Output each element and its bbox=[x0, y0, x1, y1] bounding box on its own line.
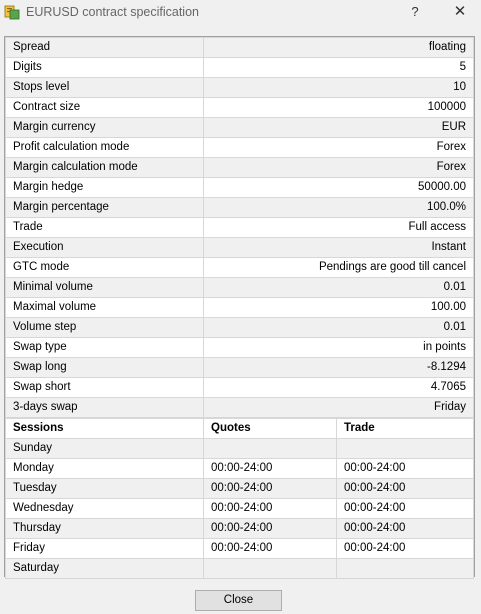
session-row bbox=[6, 459, 474, 479]
session-trade: 00:00-24:00 bbox=[337, 479, 474, 499]
session-day: Saturday bbox=[6, 559, 204, 579]
spec-value: Pendings are good till cancel bbox=[204, 258, 474, 278]
spec-value: floating bbox=[204, 38, 474, 58]
spec-value: 50000.00 bbox=[204, 178, 474, 198]
spec-row bbox=[6, 118, 474, 138]
session-row bbox=[6, 559, 474, 579]
session-trade: 00:00-24:00 bbox=[337, 459, 474, 479]
spec-row bbox=[6, 298, 474, 318]
session-quotes bbox=[204, 559, 337, 579]
spec-row bbox=[6, 258, 474, 278]
spec-label: Margin currency bbox=[6, 118, 204, 138]
sessions-header-trade: Trade bbox=[337, 419, 474, 439]
spec-row bbox=[6, 238, 474, 258]
spec-label: Execution bbox=[6, 238, 204, 258]
session-trade: 00:00-24:00 bbox=[337, 539, 474, 559]
spec-value: Forex bbox=[204, 158, 474, 178]
close-window-icon[interactable]: ✕ bbox=[453, 3, 467, 20]
spec-value: Instant bbox=[204, 238, 474, 258]
spec-label: Swap short bbox=[6, 378, 204, 398]
session-quotes: 00:00-24:00 bbox=[204, 539, 337, 559]
spec-value: 100000 bbox=[204, 98, 474, 118]
session-row bbox=[6, 539, 474, 559]
spec-label: Digits bbox=[6, 58, 204, 78]
sessions-table bbox=[5, 418, 474, 579]
spec-row bbox=[6, 158, 474, 178]
spec-label: Minimal volume bbox=[6, 278, 204, 298]
spec-row bbox=[6, 398, 474, 418]
spec-value: 0.01 bbox=[204, 318, 474, 338]
spec-value: 100.0% bbox=[204, 198, 474, 218]
spec-row bbox=[6, 98, 474, 118]
title-bar bbox=[0, 0, 481, 26]
specification-panel bbox=[4, 36, 475, 577]
spec-value: 0.01 bbox=[204, 278, 474, 298]
spec-row bbox=[6, 378, 474, 398]
spec-label: Margin percentage bbox=[6, 198, 204, 218]
spec-label: Margin calculation mode bbox=[6, 158, 204, 178]
spec-row bbox=[6, 138, 474, 158]
spec-row bbox=[6, 198, 474, 218]
spec-label: 3-days swap bbox=[6, 398, 204, 418]
spec-row bbox=[6, 358, 474, 378]
spec-value: 10 bbox=[204, 78, 474, 98]
contract-spec-icon bbox=[4, 4, 20, 20]
session-trade bbox=[337, 439, 474, 459]
spec-value: Forex bbox=[204, 138, 474, 158]
spec-row bbox=[6, 338, 474, 358]
spec-row bbox=[6, 278, 474, 298]
spec-label: Profit calculation mode bbox=[6, 138, 204, 158]
spec-label: Trade bbox=[6, 218, 204, 238]
spec-row bbox=[6, 218, 474, 238]
spec-row bbox=[6, 38, 474, 58]
sessions-header-row bbox=[6, 419, 474, 439]
session-day: Tuesday bbox=[6, 479, 204, 499]
spec-value: in points bbox=[204, 338, 474, 358]
window-title: EURUSD contract specification bbox=[26, 5, 199, 19]
specification-table bbox=[5, 37, 474, 418]
session-row bbox=[6, 499, 474, 519]
session-trade bbox=[337, 559, 474, 579]
spec-label: Stops level bbox=[6, 78, 204, 98]
session-trade: 00:00-24:00 bbox=[337, 499, 474, 519]
spec-row bbox=[6, 78, 474, 98]
spec-value: EUR bbox=[204, 118, 474, 138]
session-quotes: 00:00-24:00 bbox=[204, 459, 337, 479]
spec-row bbox=[6, 58, 474, 78]
sessions-header-quotes: Quotes bbox=[204, 419, 337, 439]
spec-value: Full access bbox=[204, 218, 474, 238]
spec-label: Swap long bbox=[6, 358, 204, 378]
spec-label: Spread bbox=[6, 38, 204, 58]
spec-label: Maximal volume bbox=[6, 298, 204, 318]
session-day: Friday bbox=[6, 539, 204, 559]
session-day: Sunday bbox=[6, 439, 204, 459]
close-button[interactable]: Close bbox=[195, 590, 282, 611]
spec-row bbox=[6, 178, 474, 198]
spec-value: -8.1294 bbox=[204, 358, 474, 378]
spec-row bbox=[6, 318, 474, 338]
session-day: Monday bbox=[6, 459, 204, 479]
spec-label: GTC mode bbox=[6, 258, 204, 278]
spec-label: Contract size bbox=[6, 98, 204, 118]
session-quotes bbox=[204, 439, 337, 459]
session-quotes: 00:00-24:00 bbox=[204, 479, 337, 499]
spec-value: 4.7065 bbox=[204, 378, 474, 398]
session-day: Wednesday bbox=[6, 499, 204, 519]
session-quotes: 00:00-24:00 bbox=[204, 519, 337, 539]
session-quotes: 00:00-24:00 bbox=[204, 499, 337, 519]
spec-value: 100.00 bbox=[204, 298, 474, 318]
spec-label: Volume step bbox=[6, 318, 204, 338]
spec-label: Margin hedge bbox=[6, 178, 204, 198]
sessions-header-day: Sessions bbox=[6, 419, 204, 439]
session-day: Thursday bbox=[6, 519, 204, 539]
session-row bbox=[6, 519, 474, 539]
spec-value: Friday bbox=[204, 398, 474, 418]
session-row bbox=[6, 439, 474, 459]
session-trade: 00:00-24:00 bbox=[337, 519, 474, 539]
spec-value: 5 bbox=[204, 58, 474, 78]
spec-label: Swap type bbox=[6, 338, 204, 358]
help-button[interactable]: ? bbox=[411, 4, 419, 19]
session-row bbox=[6, 479, 474, 499]
